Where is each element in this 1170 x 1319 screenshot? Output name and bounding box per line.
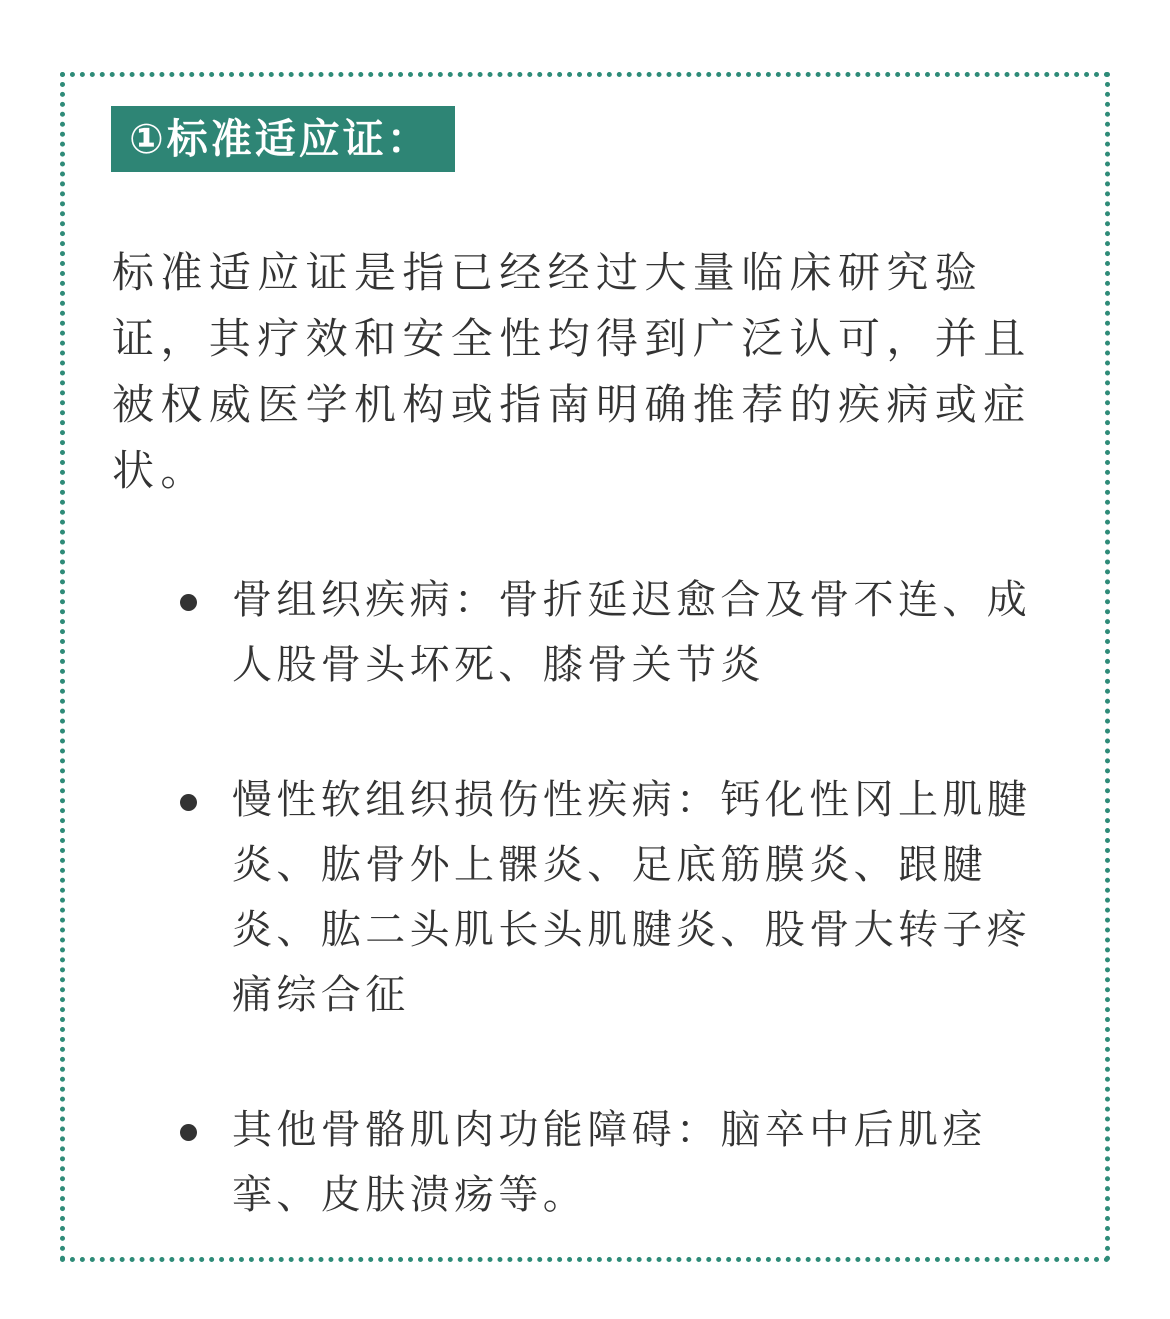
bullet-dot-icon bbox=[180, 1124, 197, 1141]
list-item bbox=[178, 768, 1068, 1028]
intro-paragraph: 标准适应证是指已经经过大量临床研究验证，其疗效和安全性均得到广泛认可，并且被权威医学机构或指南明确推荐的疾病或症状。 bbox=[112, 248, 1032, 495]
indication-list bbox=[178, 568, 1068, 1298]
list-item bbox=[178, 1098, 1068, 1228]
section-heading: ①标准适应证： bbox=[111, 106, 455, 172]
bullet-dot-icon bbox=[180, 794, 197, 811]
list-item-text: 慢性软组织损伤性疾病：钙化性冈上肌腱炎、肱骨外上髁炎、足底筋膜炎、跟腱炎、肱二头肌长头肌腱炎、股骨大转子疼痛综合征 bbox=[232, 777, 1032, 1018]
list-item bbox=[178, 568, 1068, 698]
list-item-text: 骨组织疾病：骨折延迟愈合及骨不连、成人股骨头坏死、膝骨关节炎 bbox=[232, 577, 1032, 688]
bullet-dot-icon bbox=[180, 594, 197, 611]
list-item-text: 其他骨骼肌肉功能障碍：脑卒中后肌痉挛、皮肤溃疡等。 bbox=[232, 1107, 987, 1218]
